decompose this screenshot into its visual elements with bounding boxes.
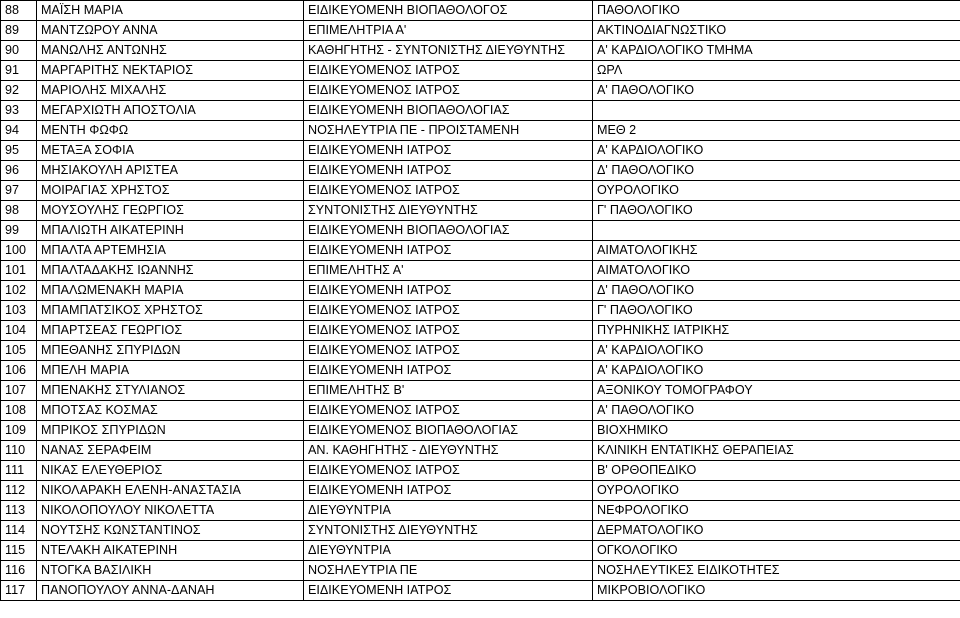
- staff-department-cell: Δ' ΠΑΘΟΛΟΓΙΚΟ: [593, 281, 960, 301]
- row-number-cell: 90: [1, 41, 37, 61]
- table-row: [1, 21, 960, 41]
- staff-department-cell: Δ' ΠΑΘΟΛΟΓΙΚΟ: [593, 161, 960, 181]
- staff-position-cell: ΕΙΔΙΚΕΥΟΜΕΝΗ ΙΑΤΡΟΣ: [304, 581, 593, 601]
- row-number-cell: 94: [1, 121, 37, 141]
- table-row: [1, 581, 960, 601]
- staff-department-cell: ΑΞΟΝΙΚΟΥ ΤΟΜΟΓΡΑΦΟΥ: [593, 381, 960, 401]
- staff-position-cell: ΕΙΔΙΚΕΥΟΜΕΝΟΣ ΙΑΤΡΟΣ: [304, 81, 593, 101]
- row-number-cell: 96: [1, 161, 37, 181]
- staff-name-cell: ΜΠΑΛΤΑΔΑΚΗΣ ΙΩΑΝΝΗΣ: [37, 261, 304, 281]
- table-row: [1, 261, 960, 281]
- staff-name-cell: ΝΤΟΓΚΑ ΒΑΣΙΛΙΚΗ: [37, 561, 304, 581]
- staff-department-cell: ΑΙΜΑΤΟΛΟΓΙΚΟ: [593, 261, 960, 281]
- table-row: [1, 281, 960, 301]
- row-number-cell: 107: [1, 381, 37, 401]
- staff-department-cell: ΑΚΤΙΝΟΔΙΑΓΝΩΣΤΙΚΟ: [593, 21, 960, 41]
- row-number-cell: 100: [1, 241, 37, 261]
- staff-position-cell: ΕΙΔΙΚΕΥΟΜΕΝΗ ΙΑΤΡΟΣ: [304, 361, 593, 381]
- staff-name-cell: ΝΑΝΑΣ ΣΕΡΑΦΕΙΜ: [37, 441, 304, 461]
- staff-department-cell: ΠΑΘΟΛΟΓΙΚΟ: [593, 1, 960, 21]
- staff-name-cell: ΜΟΙΡΑΓΙΑΣ ΧΡΗΣΤΟΣ: [37, 181, 304, 201]
- row-number-cell: 101: [1, 261, 37, 281]
- staff-position-cell: ΕΙΔΙΚΕΥΟΜΕΝΟΣ ΒΙΟΠΑΘΟΛΟΓΙΑΣ: [304, 421, 593, 441]
- row-number-cell: 99: [1, 221, 37, 241]
- staff-department-cell: ΟΥΡΟΛΟΓΙΚΟ: [593, 181, 960, 201]
- row-number-cell: 117: [1, 581, 37, 601]
- table-row: [1, 81, 960, 101]
- staff-name-cell: ΜΠΑΛΩΜΕΝΑΚΗ ΜΑΡΙΑ: [37, 281, 304, 301]
- row-number-cell: 102: [1, 281, 37, 301]
- staff-position-cell: ΕΙΔΙΚΕΥΟΜΕΝΟΣ ΙΑΤΡΟΣ: [304, 61, 593, 81]
- row-number-cell: 110: [1, 441, 37, 461]
- staff-position-cell: ΔΙΕΥΘΥΝΤΡΙΑ: [304, 501, 593, 521]
- staff-department-cell: ΜΕΘ 2: [593, 121, 960, 141]
- staff-department-cell: ΔΕΡΜΑΤΟΛΟΓΙΚΟ: [593, 521, 960, 541]
- staff-name-cell: ΜΑΪΣΗ ΜΑΡΙΑ: [37, 1, 304, 21]
- table-row: [1, 561, 960, 581]
- table-row: [1, 101, 960, 121]
- row-number-cell: 95: [1, 141, 37, 161]
- staff-table-body: [1, 1, 960, 601]
- staff-department-cell: ΟΓΚΟΛΟΓΙΚΟ: [593, 541, 960, 561]
- staff-department-cell: ΑΙΜΑΤΟΛΟΓΙΚΗΣ: [593, 241, 960, 261]
- row-number-cell: 93: [1, 101, 37, 121]
- table-row: [1, 461, 960, 481]
- staff-position-cell: ΕΙΔΙΚΕΥΟΜΕΝΗ ΙΑΤΡΟΣ: [304, 481, 593, 501]
- staff-name-cell: ΜΑΝΤΖΩΡΟΥ ΑΝΝΑ: [37, 21, 304, 41]
- staff-department-cell: ΩΡΛ: [593, 61, 960, 81]
- row-number-cell: 92: [1, 81, 37, 101]
- staff-position-cell: ΚΑΘΗΓΗΤΗΣ - ΣΥΝΤΟΝΙΣΤΗΣ ΔΙΕΥΘΥΝΤΗΣ: [304, 41, 593, 61]
- staff-department-cell: ΠΥΡΗΝΙΚΗΣ ΙΑΤΡΙΚΗΣ: [593, 321, 960, 341]
- row-number-cell: 108: [1, 401, 37, 421]
- staff-position-cell: ΕΙΔΙΚΕΥΟΜΕΝΗ ΙΑΤΡΟΣ: [304, 281, 593, 301]
- staff-name-cell: ΝΙΚΟΛΑΡΑΚΗ ΕΛΕΝΗ-ΑΝΑΣΤΑΣΙΑ: [37, 481, 304, 501]
- table-row: [1, 121, 960, 141]
- row-number-cell: 112: [1, 481, 37, 501]
- staff-position-cell: ΝΟΣΗΛΕΥΤΡΙΑ ΠΕ: [304, 561, 593, 581]
- staff-name-cell: ΜΗΣΙΑΚΟΥΛΗ ΑΡΙΣΤΕΑ: [37, 161, 304, 181]
- staff-department-cell: [593, 101, 960, 121]
- row-number-cell: 114: [1, 521, 37, 541]
- staff-position-cell: ΕΙΔΙΚΕΥΟΜΕΝΗ ΙΑΤΡΟΣ: [304, 241, 593, 261]
- table-row: [1, 481, 960, 501]
- row-number-cell: 105: [1, 341, 37, 361]
- staff-name-cell: ΜΑΝΩΛΗΣ ΑΝΤΩΝΗΣ: [37, 41, 304, 61]
- staff-name-cell: ΜΠΕΛΗ ΜΑΡΙΑ: [37, 361, 304, 381]
- table-row: [1, 1, 960, 21]
- staff-department-cell: ΜΙΚΡΟΒΙΟΛΟΓΙΚΟ: [593, 581, 960, 601]
- staff-name-cell: ΜΠΡΙΚΟΣ ΣΠΥΡΙΔΩΝ: [37, 421, 304, 441]
- row-number-cell: 88: [1, 1, 37, 21]
- table-row: [1, 241, 960, 261]
- staff-department-cell: ΒΙΟΧΗΜΙΚΟ: [593, 421, 960, 441]
- staff-name-cell: ΜΕΤΑΞΑ ΣΟΦΙΑ: [37, 141, 304, 161]
- staff-department-cell: Β' ΟΡΘΟΠΕΔΙΚΟ: [593, 461, 960, 481]
- staff-name-cell: ΜΠΑΛΙΩΤΗ ΑΙΚΑΤΕΡΙΝΗ: [37, 221, 304, 241]
- staff-department-cell: ΟΥΡΟΛΟΓΙΚΟ: [593, 481, 960, 501]
- table-row: [1, 161, 960, 181]
- staff-department-cell: ΚΛΙΝΙΚΗ ΕΝΤΑΤΙΚΗΣ ΘΕΡΑΠΕΙΑΣ: [593, 441, 960, 461]
- staff-department-cell: Α' ΚΑΡΔΙΟΛΟΓΙΚΟ: [593, 141, 960, 161]
- staff-name-cell: ΜΠΑΛΤΑ ΑΡΤΕΜΗΣΙΑ: [37, 241, 304, 261]
- table-row: [1, 201, 960, 221]
- table-row: [1, 541, 960, 561]
- staff-position-cell: ΕΙΔΙΚΕΥΟΜΕΝΗ ΙΑΤΡΟΣ: [304, 141, 593, 161]
- staff-name-cell: ΝΙΚΑΣ ΕΛΕΥΘΕΡΙΟΣ: [37, 461, 304, 481]
- staff-position-cell: ΕΙΔΙΚΕΥΟΜΕΝΟΣ ΙΑΤΡΟΣ: [304, 181, 593, 201]
- staff-position-cell: ΕΙΔΙΚΕΥΟΜΕΝΟΣ ΙΑΤΡΟΣ: [304, 301, 593, 321]
- staff-department-cell: Γ' ΠΑΘΟΛΟΓΙΚΟ: [593, 301, 960, 321]
- staff-name-cell: ΠΑΝΟΠΟΥΛΟΥ ΑΝΝΑ-ΔΑΝΑΗ: [37, 581, 304, 601]
- staff-department-cell: Α' ΚΑΡΔΙΟΛΟΓΙΚΟ: [593, 361, 960, 381]
- table-row: [1, 61, 960, 81]
- row-number-cell: 111: [1, 461, 37, 481]
- staff-position-cell: ΕΙΔΙΚΕΥΟΜΕΝΗ ΒΙΟΠΑΘΟΛΟΓΟΣ: [304, 1, 593, 21]
- table-row: [1, 381, 960, 401]
- staff-department-cell: ΝΕΦΡΟΛΟΓΙΚΟ: [593, 501, 960, 521]
- row-number-cell: 98: [1, 201, 37, 221]
- table-row: [1, 501, 960, 521]
- staff-name-cell: ΝΤΕΛΑΚΗ ΑΙΚΑΤΕΡΙΝΗ: [37, 541, 304, 561]
- staff-position-cell: ΕΙΔΙΚΕΥΟΜΕΝΗ ΒΙΟΠΑΘΟΛΟΓΙΑΣ: [304, 101, 593, 121]
- staff-department-cell: Α' ΠΑΘΟΛΟΓΙΚΟ: [593, 401, 960, 421]
- row-number-cell: 115: [1, 541, 37, 561]
- staff-department-cell: ΝΟΣΗΛΕΥΤΙΚΕΣ ΕΙΔΙΚΟΤΗΤΕΣ: [593, 561, 960, 581]
- staff-position-cell: ΕΙΔΙΚΕΥΟΜΕΝΟΣ ΙΑΤΡΟΣ: [304, 321, 593, 341]
- table-row: [1, 41, 960, 61]
- staff-name-cell: ΜΑΡΓΑΡΙΤΗΣ ΝΕΚΤΑΡΙΟΣ: [37, 61, 304, 81]
- staff-name-cell: ΜΠΕΝΑΚΗΣ ΣΤΥΛΙΑΝΟΣ: [37, 381, 304, 401]
- staff-name-cell: ΜΕΝΤΗ ΦΩΦΩ: [37, 121, 304, 141]
- staff-position-cell: ΝΟΣΗΛΕΥΤΡΙΑ ΠΕ - ΠΡΟΙΣΤΑΜΕΝΗ: [304, 121, 593, 141]
- table-row: [1, 301, 960, 321]
- table-row: [1, 441, 960, 461]
- table-row: [1, 401, 960, 421]
- staff-position-cell: ΕΙΔΙΚΕΥΟΜΕΝΟΣ ΙΑΤΡΟΣ: [304, 341, 593, 361]
- staff-department-cell: Α' ΚΑΡΔΙΟΛΟΓΙΚΟ ΤΜΗΜΑ: [593, 41, 960, 61]
- staff-position-cell: ΣΥΝΤΟΝΙΣΤΗΣ ΔΙΕΥΘΥΝΤΗΣ: [304, 201, 593, 221]
- staff-name-cell: ΜΟΥΣΟΥΛΗΣ ΓΕΩΡΓΙΟΣ: [37, 201, 304, 221]
- staff-name-cell: ΝΙΚΟΛΟΠΟΥΛΟΥ ΝΙΚΟΛΕΤΤΑ: [37, 501, 304, 521]
- row-number-cell: 106: [1, 361, 37, 381]
- staff-position-cell: ΕΠΙΜΕΛΗΤΗΣ Β': [304, 381, 593, 401]
- row-number-cell: 91: [1, 61, 37, 81]
- table-row: [1, 221, 960, 241]
- table-row: [1, 421, 960, 441]
- staff-position-cell: ΑΝ. ΚΑΘΗΓΗΤΗΣ - ΔΙΕΥΘΥΝΤΗΣ: [304, 441, 593, 461]
- staff-position-cell: ΕΠΙΜΕΛΗΤΗΣ Α': [304, 261, 593, 281]
- staff-position-cell: ΕΙΔΙΚΕΥΟΜΕΝΟΣ ΙΑΤΡΟΣ: [304, 461, 593, 481]
- staff-position-cell: ΕΠΙΜΕΛΗΤΡΙΑ Α': [304, 21, 593, 41]
- table-row: [1, 181, 960, 201]
- staff-name-cell: ΜΕΓΑΡΧΙΩΤΗ ΑΠΟΣΤΟΛΙΑ: [37, 101, 304, 121]
- row-number-cell: 103: [1, 301, 37, 321]
- staff-position-cell: ΔΙΕΥΘΥΝΤΡΙΑ: [304, 541, 593, 561]
- row-number-cell: 89: [1, 21, 37, 41]
- staff-position-cell: ΣΥΝΤΟΝΙΣΤΗΣ ΔΙΕΥΘΥΝΤΗΣ: [304, 521, 593, 541]
- staff-department-cell: Α' ΠΑΘΟΛΟΓΙΚΟ: [593, 81, 960, 101]
- row-number-cell: 116: [1, 561, 37, 581]
- table-row: [1, 141, 960, 161]
- staff-department-cell: Α' ΚΑΡΔΙΟΛΟΓΙΚΟ: [593, 341, 960, 361]
- staff-position-cell: ΕΙΔΙΚΕΥΟΜΕΝΗ ΙΑΤΡΟΣ: [304, 161, 593, 181]
- staff-name-cell: ΜΠΑΜΠΑΤΣΙΚΟΣ ΧΡΗΣΤΟΣ: [37, 301, 304, 321]
- table-row: [1, 521, 960, 541]
- row-number-cell: 109: [1, 421, 37, 441]
- staff-name-cell: ΜΑΡΙΟΛΗΣ ΜΙΧΑΛΗΣ: [37, 81, 304, 101]
- staff-department-cell: Γ' ΠΑΘΟΛΟΓΙΚΟ: [593, 201, 960, 221]
- row-number-cell: 104: [1, 321, 37, 341]
- staff-name-cell: ΝΟΥΤΣΗΣ ΚΩΝΣΤΑΝΤΙΝΟΣ: [37, 521, 304, 541]
- table-row: [1, 361, 960, 381]
- staff-name-cell: ΜΠΕΘΑΝΗΣ ΣΠΥΡΙΔΩΝ: [37, 341, 304, 361]
- staff-name-cell: ΜΠΑΡΤΣΕΑΣ ΓΕΩΡΓΙΟΣ: [37, 321, 304, 341]
- row-number-cell: 97: [1, 181, 37, 201]
- staff-position-cell: ΕΙΔΙΚΕΥΟΜΕΝΟΣ ΙΑΤΡΟΣ: [304, 401, 593, 421]
- row-number-cell: 113: [1, 501, 37, 521]
- staff-department-cell: [593, 221, 960, 241]
- table-row: [1, 321, 960, 341]
- staff-name-cell: ΜΠΟΤΣΑΣ ΚΟΣΜΑΣ: [37, 401, 304, 421]
- table-row: [1, 341, 960, 361]
- staff-position-cell: ΕΙΔΙΚΕΥΟΜΕΝΗ ΒΙΟΠΑΘΟΛΟΓΙΑΣ: [304, 221, 593, 241]
